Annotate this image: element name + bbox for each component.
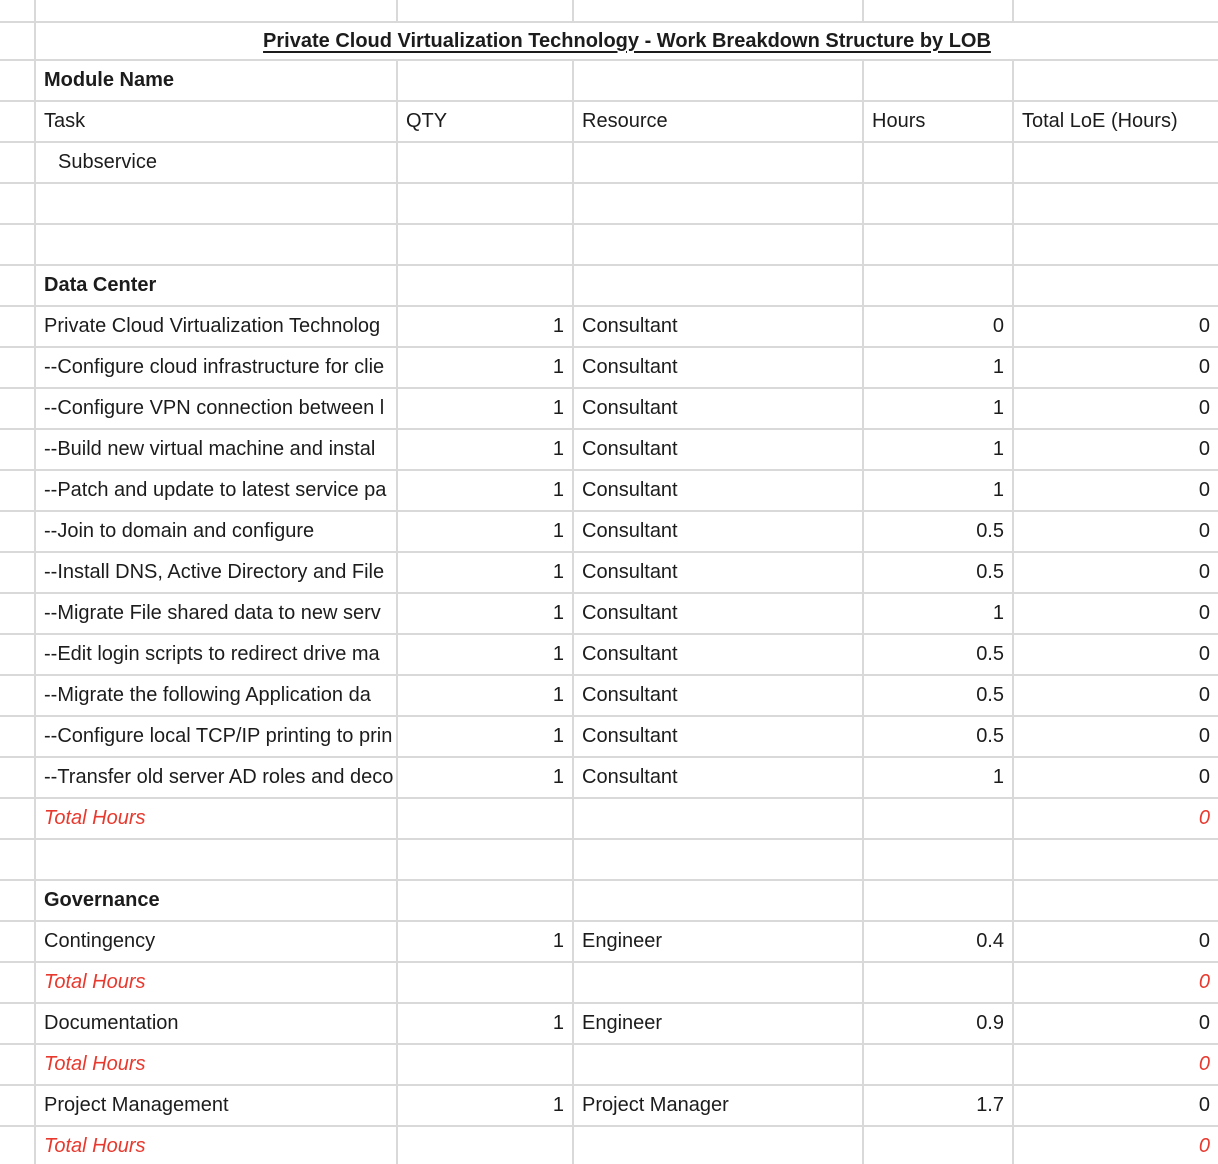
total-cell[interactable] <box>1013 1003 1218 1044</box>
task-text: --Transfer old server AD roles and deco <box>44 766 394 788</box>
task-cell[interactable] <box>35 798 397 839</box>
row-head-cell[interactable] <box>0 429 35 470</box>
qty-cell[interactable] <box>397 388 573 429</box>
hours-text: 0 <box>992 315 1004 337</box>
row-head-cell[interactable] <box>0 552 35 593</box>
resource-cell[interactable] <box>573 224 863 265</box>
sheet-row <box>0 388 1218 429</box>
resource-text: Consultant <box>582 725 678 747</box>
qty-cell[interactable] <box>397 429 573 470</box>
qty-text: 1 <box>552 561 564 583</box>
task-cell[interactable] <box>35 839 397 880</box>
row-head-cell[interactable] <box>0 142 35 183</box>
sheet-row <box>0 716 1218 757</box>
sheet-row <box>0 60 1218 101</box>
hours-cell[interactable] <box>863 347 1013 388</box>
resource-text: Consultant <box>582 684 678 706</box>
resource-text: Consultant <box>582 479 678 501</box>
row-head-cell[interactable] <box>0 593 35 634</box>
sheet-row <box>0 757 1218 798</box>
total-cell[interactable] <box>1013 634 1218 675</box>
resource-cell[interactable] <box>573 757 863 798</box>
task-text: Total Hours <box>44 1053 146 1075</box>
qty-cell[interactable] <box>397 962 573 1003</box>
resource-text: Consultant <box>582 397 678 419</box>
task-cell[interactable] <box>35 142 397 183</box>
hours-text: 1.7 <box>976 1094 1004 1116</box>
row-head-cell[interactable] <box>0 388 35 429</box>
total-cell[interactable] <box>1013 1085 1218 1126</box>
qty-text: 1 <box>552 725 564 747</box>
task-text: --Migrate File shared data to new serv <box>44 602 381 624</box>
hours-cell[interactable] <box>863 429 1013 470</box>
resource-cell[interactable] <box>573 880 863 921</box>
total-text: 0 <box>1198 643 1210 665</box>
total-text: 0 <box>1198 1135 1210 1157</box>
row-head-cell[interactable] <box>0 511 35 552</box>
hours-text: 0.5 <box>976 520 1004 542</box>
row-head-cell[interactable] <box>0 634 35 675</box>
qty-cell[interactable] <box>397 347 573 388</box>
qty-cell[interactable] <box>397 716 573 757</box>
resource-cell[interactable] <box>573 183 863 224</box>
total-cell[interactable] <box>1013 839 1218 880</box>
hours-cell[interactable] <box>863 593 1013 634</box>
total-text: 0 <box>1198 315 1210 337</box>
resource-cell[interactable] <box>573 921 863 962</box>
hours-cell[interactable] <box>863 101 1013 142</box>
task-cell[interactable] <box>35 265 397 306</box>
total-cell[interactable] <box>1013 306 1218 347</box>
resource-cell[interactable] <box>573 429 863 470</box>
qty-cell[interactable] <box>397 839 573 880</box>
qty-cell[interactable] <box>397 142 573 183</box>
qty-cell[interactable] <box>397 634 573 675</box>
task-text: --Join to domain and configure <box>44 520 315 542</box>
qty-cell[interactable] <box>397 183 573 224</box>
sheet-title: Private Cloud Virtualization Technology - Work Breakdown Structure by LOB <box>263 29 991 52</box>
total-cell[interactable] <box>1013 511 1218 552</box>
sheet-row <box>0 511 1218 552</box>
sheet-row <box>0 634 1218 675</box>
resource-text: Consultant <box>582 315 678 337</box>
sheet-row <box>0 1085 1218 1126</box>
resource-cell[interactable] <box>573 552 863 593</box>
qty-text: 1 <box>552 315 564 337</box>
total-text: 0 <box>1198 397 1210 419</box>
task-text: Project Management <box>44 1094 229 1116</box>
total-cell[interactable] <box>1013 60 1218 101</box>
total-text: 0 <box>1198 930 1210 952</box>
qty-cell[interactable] <box>397 798 573 839</box>
task-cell[interactable] <box>35 511 397 552</box>
qty-cell[interactable] <box>397 470 573 511</box>
resource-cell[interactable] <box>573 101 863 142</box>
sheet-row <box>0 1003 1218 1044</box>
sheet-row <box>0 347 1218 388</box>
hours-cell[interactable] <box>863 1126 1013 1164</box>
qty-text: 1 <box>552 766 564 788</box>
resource-cell[interactable] <box>573 1085 863 1126</box>
row-head-cell[interactable] <box>0 921 35 962</box>
resource-cell[interactable] <box>573 634 863 675</box>
resource-text: Project Manager <box>582 1094 729 1116</box>
total-text: 0 <box>1198 684 1210 706</box>
hours-text: Hours <box>872 110 926 132</box>
qty-cell[interactable] <box>397 593 573 634</box>
total-text: 0 <box>1198 1094 1210 1116</box>
sheet-row <box>0 552 1218 593</box>
qty-text: 1 <box>552 520 564 542</box>
hours-text: 1 <box>992 766 1004 788</box>
sheet-row <box>0 101 1218 142</box>
resource-text: Engineer <box>582 1012 663 1034</box>
resource-text: Consultant <box>582 766 678 788</box>
row-head-cell[interactable] <box>0 60 35 101</box>
row-head-cell[interactable] <box>0 224 35 265</box>
row-head-cell[interactable] <box>0 22 35 60</box>
hours-cell[interactable] <box>863 1044 1013 1085</box>
task-text: Governance <box>44 889 160 911</box>
total-text: 0 <box>1198 1053 1210 1075</box>
row-head-cell[interactable] <box>0 1126 35 1164</box>
qty-text: 1 <box>552 1012 564 1034</box>
total-cell[interactable] <box>1013 921 1218 962</box>
resource-text: Engineer <box>582 930 663 952</box>
row-head-cell[interactable] <box>0 839 35 880</box>
sheet-row <box>0 183 1218 224</box>
row-head-cell[interactable] <box>0 265 35 306</box>
qty-cell[interactable] <box>397 511 573 552</box>
task-text: --Configure local TCP/IP printing to prin <box>44 725 393 747</box>
resource-text: Consultant <box>582 520 678 542</box>
resource-cell[interactable] <box>573 60 863 101</box>
total-text: 0 <box>1198 725 1210 747</box>
task-text: Contingency <box>44 930 156 952</box>
sheet-row <box>0 1044 1218 1085</box>
hours-cell[interactable] <box>863 1085 1013 1126</box>
sheet-row <box>0 962 1218 1003</box>
total-cell[interactable] <box>1013 265 1218 306</box>
resource-cell[interactable] <box>573 1126 863 1164</box>
total-text: 0 <box>1198 520 1210 542</box>
total-cell[interactable] <box>1013 142 1218 183</box>
total-text: 0 <box>1198 971 1210 993</box>
resource-cell[interactable] <box>573 511 863 552</box>
hours-cell[interactable] <box>863 675 1013 716</box>
task-text: Private Cloud Virtualization Technolog <box>44 315 381 337</box>
hours-cell[interactable] <box>863 921 1013 962</box>
total-text: 0 <box>1198 479 1210 501</box>
resource-cell[interactable] <box>573 593 863 634</box>
sheet-row <box>0 1126 1218 1164</box>
sheet-row <box>0 0 1218 22</box>
sheet-row <box>0 306 1218 347</box>
hours-cell[interactable] <box>863 60 1013 101</box>
hours-text: 1 <box>992 602 1004 624</box>
total-text: Total LoE (Hours) <box>1022 110 1178 132</box>
sheet-row <box>0 880 1218 921</box>
total-cell[interactable] <box>1013 470 1218 511</box>
sheet-row <box>0 429 1218 470</box>
total-cell[interactable] <box>1013 429 1218 470</box>
qty-cell[interactable] <box>397 675 573 716</box>
total-cell[interactable] <box>1013 552 1218 593</box>
qty-cell[interactable] <box>397 60 573 101</box>
row-head-cell[interactable] <box>0 962 35 1003</box>
qty-cell[interactable] <box>397 1126 573 1164</box>
task-cell[interactable] <box>35 593 397 634</box>
hours-cell[interactable] <box>863 798 1013 839</box>
row-head-cell[interactable] <box>0 716 35 757</box>
task-text: Total Hours <box>44 971 146 993</box>
hours-text: 0.4 <box>976 930 1004 952</box>
task-cell[interactable] <box>35 101 397 142</box>
sheet-row <box>0 921 1218 962</box>
task-text: --Configure VPN connection between l <box>44 397 385 419</box>
qty-text: 1 <box>552 643 564 665</box>
resource-cell[interactable] <box>573 1003 863 1044</box>
total-cell[interactable] <box>1013 388 1218 429</box>
sheet-row <box>0 142 1218 183</box>
total-cell[interactable] <box>1013 183 1218 224</box>
task-text: Task <box>44 110 86 132</box>
task-text: --Install DNS, Active Directory and File <box>44 561 385 583</box>
row-head-cell[interactable] <box>0 1003 35 1044</box>
sheet-row <box>0 265 1218 306</box>
task-cell[interactable] <box>35 306 397 347</box>
total-text: 0 <box>1198 438 1210 460</box>
row-head-cell[interactable] <box>0 347 35 388</box>
title-row <box>0 22 1218 60</box>
qty-cell[interactable] <box>397 757 573 798</box>
qty-cell[interactable] <box>397 224 573 265</box>
qty-text: 1 <box>552 930 564 952</box>
task-cell[interactable] <box>35 880 397 921</box>
total-cell[interactable] <box>1013 224 1218 265</box>
resource-cell[interactable] <box>573 675 863 716</box>
qty-cell[interactable] <box>397 921 573 962</box>
qty-text: 1 <box>552 479 564 501</box>
resource-cell[interactable] <box>573 716 863 757</box>
task-text: --Build new virtual machine and instal <box>44 438 376 460</box>
hours-cell[interactable] <box>863 511 1013 552</box>
task-text: --Configure cloud infrastructure for clie <box>44 356 385 378</box>
hours-cell[interactable] <box>863 880 1013 921</box>
row-head-cell[interactable] <box>0 0 35 22</box>
qty-cell[interactable] <box>397 265 573 306</box>
qty-cell[interactable] <box>397 101 573 142</box>
resource-cell[interactable] <box>573 0 863 22</box>
hours-cell[interactable] <box>863 1003 1013 1044</box>
task-cell[interactable] <box>35 1126 397 1164</box>
sheet-row <box>0 470 1218 511</box>
task-text: Module Name <box>44 69 175 91</box>
resource-text: Consultant <box>582 561 678 583</box>
hours-cell[interactable] <box>863 839 1013 880</box>
row-head-cell[interactable] <box>0 880 35 921</box>
hours-text: 1 <box>992 397 1004 419</box>
hours-cell[interactable] <box>863 552 1013 593</box>
qty-cell[interactable] <box>397 1003 573 1044</box>
hours-text: 1 <box>992 438 1004 460</box>
task-cell[interactable] <box>35 1044 397 1085</box>
row-head-cell[interactable] <box>0 470 35 511</box>
total-text: 0 <box>1198 1012 1210 1034</box>
task-cell[interactable] <box>35 224 397 265</box>
task-cell[interactable] <box>35 60 397 101</box>
row-head-cell[interactable] <box>0 1085 35 1126</box>
total-cell[interactable] <box>1013 1126 1218 1164</box>
resource-cell[interactable] <box>573 470 863 511</box>
qty-text: 1 <box>552 397 564 419</box>
resource-text: Consultant <box>582 438 678 460</box>
qty-text: 1 <box>552 602 564 624</box>
task-cell[interactable] <box>35 552 397 593</box>
total-cell[interactable] <box>1013 757 1218 798</box>
task-cell[interactable] <box>35 757 397 798</box>
resource-text: Consultant <box>582 643 678 665</box>
task-cell[interactable] <box>35 716 397 757</box>
task-cell[interactable] <box>35 388 397 429</box>
resource-cell[interactable] <box>573 962 863 1003</box>
task-cell[interactable] <box>35 675 397 716</box>
sheet-row <box>0 675 1218 716</box>
row-head-cell[interactable] <box>0 757 35 798</box>
sheet-row <box>0 593 1218 634</box>
hours-cell[interactable] <box>863 716 1013 757</box>
hours-text: 0.5 <box>976 643 1004 665</box>
total-text: 0 <box>1198 561 1210 583</box>
hours-text: 0.5 <box>976 561 1004 583</box>
total-cell[interactable] <box>1013 1044 1218 1085</box>
sheet-row <box>0 839 1218 880</box>
qty-cell[interactable] <box>397 306 573 347</box>
qty-cell[interactable] <box>397 880 573 921</box>
qty-text: 1 <box>552 1094 564 1116</box>
task-cell[interactable] <box>35 634 397 675</box>
hours-text: 0.5 <box>976 684 1004 706</box>
task-cell[interactable] <box>35 429 397 470</box>
resource-text: Consultant <box>582 356 678 378</box>
resource-cell[interactable] <box>573 265 863 306</box>
total-cell[interactable] <box>1013 962 1218 1003</box>
hours-cell[interactable] <box>863 757 1013 798</box>
resource-text: Resource <box>582 110 668 132</box>
hours-cell[interactable] <box>863 962 1013 1003</box>
task-text: Documentation <box>44 1012 179 1034</box>
qty-cell[interactable] <box>397 1044 573 1085</box>
task-cell[interactable] <box>35 347 397 388</box>
total-cell[interactable] <box>1013 101 1218 142</box>
hours-cell[interactable] <box>863 470 1013 511</box>
task-text: --Migrate the following Application da <box>44 684 371 706</box>
total-cell[interactable] <box>1013 347 1218 388</box>
task-text: Data Center <box>44 274 157 296</box>
row-head-cell[interactable] <box>0 675 35 716</box>
hours-text: 1 <box>992 479 1004 501</box>
hours-text: 0.5 <box>976 725 1004 747</box>
resource-cell[interactable] <box>573 388 863 429</box>
qty-text: 1 <box>552 438 564 460</box>
hours-cell[interactable] <box>863 634 1013 675</box>
total-cell[interactable] <box>1013 593 1218 634</box>
qty-cell[interactable] <box>397 1085 573 1126</box>
row-head-cell[interactable] <box>0 183 35 224</box>
qty-text: 1 <box>552 356 564 378</box>
row-head-cell[interactable] <box>0 101 35 142</box>
row-head-cell[interactable] <box>0 798 35 839</box>
row-head-cell[interactable] <box>0 1044 35 1085</box>
total-text: 0 <box>1198 356 1210 378</box>
total-cell[interactable] <box>1013 675 1218 716</box>
hours-cell[interactable] <box>863 183 1013 224</box>
row-head-cell[interactable] <box>0 306 35 347</box>
hours-cell[interactable] <box>863 142 1013 183</box>
task-cell[interactable] <box>35 1003 397 1044</box>
hours-cell[interactable] <box>863 306 1013 347</box>
hours-text: 1 <box>992 356 1004 378</box>
task-text: Subservice <box>58 151 157 173</box>
resource-cell[interactable] <box>573 347 863 388</box>
total-cell[interactable] <box>1013 880 1218 921</box>
task-text: --Patch and update to latest service pa <box>44 479 387 501</box>
total-text: 0 <box>1198 766 1210 788</box>
resource-cell[interactable] <box>573 839 863 880</box>
task-text: --Edit login scripts to redirect drive ma <box>44 643 380 665</box>
task-cell[interactable] <box>35 183 397 224</box>
resource-cell[interactable] <box>573 798 863 839</box>
sheet-row <box>0 224 1218 265</box>
hours-cell[interactable] <box>863 0 1013 22</box>
title-cell[interactable] <box>35 22 1218 60</box>
qty-text: 1 <box>552 684 564 706</box>
hours-cell[interactable] <box>863 265 1013 306</box>
total-cell[interactable] <box>1013 716 1218 757</box>
resource-text: Consultant <box>582 602 678 624</box>
task-cell[interactable] <box>35 962 397 1003</box>
task-cell[interactable] <box>35 1085 397 1126</box>
task-cell[interactable] <box>35 921 397 962</box>
task-cell[interactable] <box>35 0 397 22</box>
total-cell[interactable] <box>1013 0 1218 22</box>
sheet-row <box>0 798 1218 839</box>
task-cell[interactable] <box>35 470 397 511</box>
qty-cell[interactable] <box>397 0 573 22</box>
hours-cell[interactable] <box>863 388 1013 429</box>
total-cell[interactable] <box>1013 798 1218 839</box>
hours-cell[interactable] <box>863 224 1013 265</box>
resource-cell[interactable] <box>573 1044 863 1085</box>
total-text: 0 <box>1198 807 1210 829</box>
hours-text: 0.9 <box>976 1012 1004 1034</box>
total-text: 0 <box>1198 602 1210 624</box>
task-text: Total Hours <box>44 1135 146 1157</box>
resource-cell[interactable] <box>573 142 863 183</box>
task-text: Total Hours <box>44 807 146 829</box>
resource-cell[interactable] <box>573 306 863 347</box>
qty-text: QTY <box>406 110 448 132</box>
qty-cell[interactable] <box>397 552 573 593</box>
